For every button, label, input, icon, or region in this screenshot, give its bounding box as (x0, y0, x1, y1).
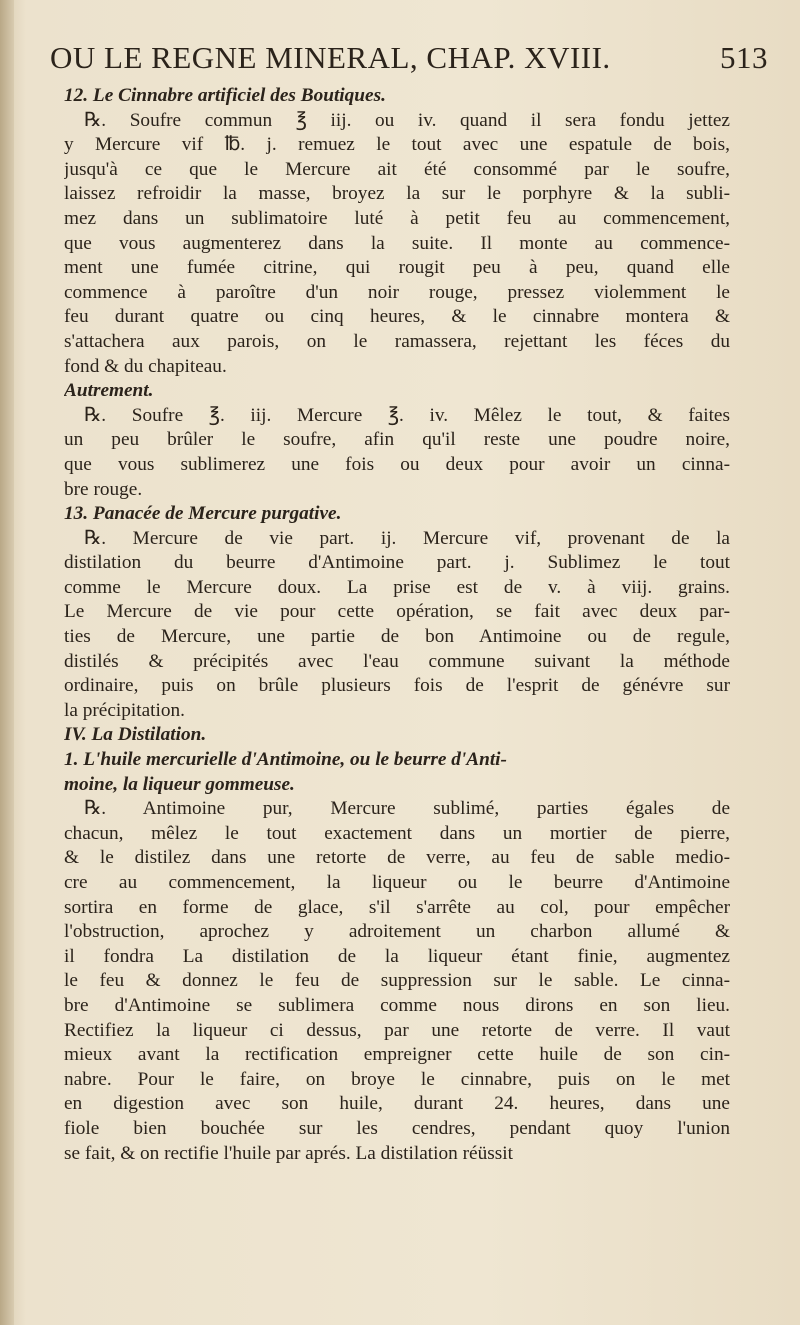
text-line: l'obstruction, aprochez y adroitement un charbon allumé & (64, 921, 730, 943)
text-line: 12. Le Cinnabre artificiel des Boutiques. (64, 85, 386, 106)
page-number: 513 (720, 40, 768, 75)
text-line: commence à paroître d'un noir rouge, pressez violemment le (64, 281, 730, 303)
text-line: bre d'Antimoine se sublimera comme nous dirons en son lieu. (64, 994, 730, 1016)
text-line: distilés & précipités avec l'eau commune suivant la méthode (64, 650, 730, 672)
text-line: le feu & donnez le feu de suppression sur le sable. Le cinna- (64, 970, 730, 992)
text-line: ℞. Antimoine pur, Mercure sublimé, parties égales de (84, 798, 730, 820)
text-line: sortira en forme de glace, s'il s'arrête au col, pour empêcher (64, 896, 730, 918)
text-line: mieux avant la rectification empreigner cette huile de son cin- (64, 1044, 730, 1066)
text-line: fiole bien bouchée sur les cendres, pendant quoy l'union (64, 1117, 730, 1139)
page-gutter (0, 0, 14, 1325)
text-line: ℞. Mercure de vie part. ij. Mercure vif, provenant de la (84, 527, 730, 549)
text-line: ℞. Soufre commun ℥ iij. ou iv. quand il sera fondu jettez (84, 109, 730, 131)
text-line: cre au commencement, la liqueur ou le beurre d'Antimoine (64, 872, 730, 893)
text-line: jusqu'à ce que le Mercure ait été consommé par le soufre, (64, 158, 730, 180)
text-line: un peu brûler le soufre, afin qu'il reste une poudre noire, (64, 429, 730, 451)
running-head-title: OU LE REGNE MINERAL, CHAP. XVIII. (50, 40, 611, 75)
text-line: fond & du chapiteau. (64, 355, 227, 377)
text-line: distilation du beurre d'Antimoine part. j. Sublimez le tout (64, 552, 730, 574)
text-line: il fondra La distilation de la liqueur étant finie, augmentez (64, 945, 730, 967)
text-line: Autrement. (64, 380, 154, 402)
text-line: moine, la liqueur gommeuse. (64, 773, 295, 795)
text-line: 13. Panacée de Mercure purgative. (64, 503, 342, 525)
text-line: s'attachera aux parois, on le ramassera, rejettant les féces du (64, 330, 730, 352)
text-line: se fait, & on rectifie l'huile par aprés. La distilation réüssit (64, 1142, 513, 1164)
text-line: nabre. Pour le faire, on broye le cinnabre, puis on le met (64, 1068, 730, 1090)
text-line: & le distilez dans une retorte de verre, au feu de sable medio- (64, 847, 730, 869)
text-line: y Mercure vif ℔. j. remuez le tout avec une espatule de bois, (64, 134, 730, 156)
text-line: feu durant quatre ou cinq heures, & le cinnabre montera & (64, 306, 730, 328)
text-line: mez dans un sublimatoire luté à petit feu au commencement, (64, 207, 730, 229)
text-block (64, 84, 730, 1166)
text-line: ment une fumée citrine, qui rougit peu à peu, quand elle (64, 257, 730, 279)
text-line: IV. La Distilation. (64, 724, 207, 746)
text-line: laissez refroidir la masse, broyez la sur le porphyre & la subli- (64, 183, 730, 205)
text-line: que vous augmenterez dans la suite. Il monte au commence- (64, 232, 730, 254)
text-line: ties de Mercure, une partie de bon Antimoine ou de regule, (64, 626, 730, 648)
text-line: en digestion avec son huile, durant 24. heures, dans une (64, 1093, 730, 1115)
running-head (50, 40, 768, 82)
text-line: 1. L'huile mercurielle d'Antimoine, ou le beurre d'Anti- (64, 749, 507, 771)
text-line: Rectifiez la liqueur ci dessus, par une retorte de verre. Il vaut (64, 1019, 730, 1041)
text-line: Le Mercure de vie pour cette opération, se fait avec deux par- (64, 601, 730, 623)
text-line: comme le Mercure doux. La prise est de v. à viij. grains. (64, 576, 730, 598)
text-line: la précipitation. (64, 699, 185, 721)
text-line: ℞. Soufre ℥. iij. Mercure ℥. iv. Mêlez le tout, & faites (84, 404, 730, 426)
text-line: bre rouge. (64, 478, 143, 500)
text-line: que vous sublimerez une fois ou deux pour avoir un cinna- (64, 453, 730, 475)
text-line: chacun, mêlez le tout exactement dans un mortier de pierre, (64, 822, 730, 844)
text-line: ordinaire, puis on brûle plusieurs fois de l'esprit de génévre sur (64, 675, 730, 697)
